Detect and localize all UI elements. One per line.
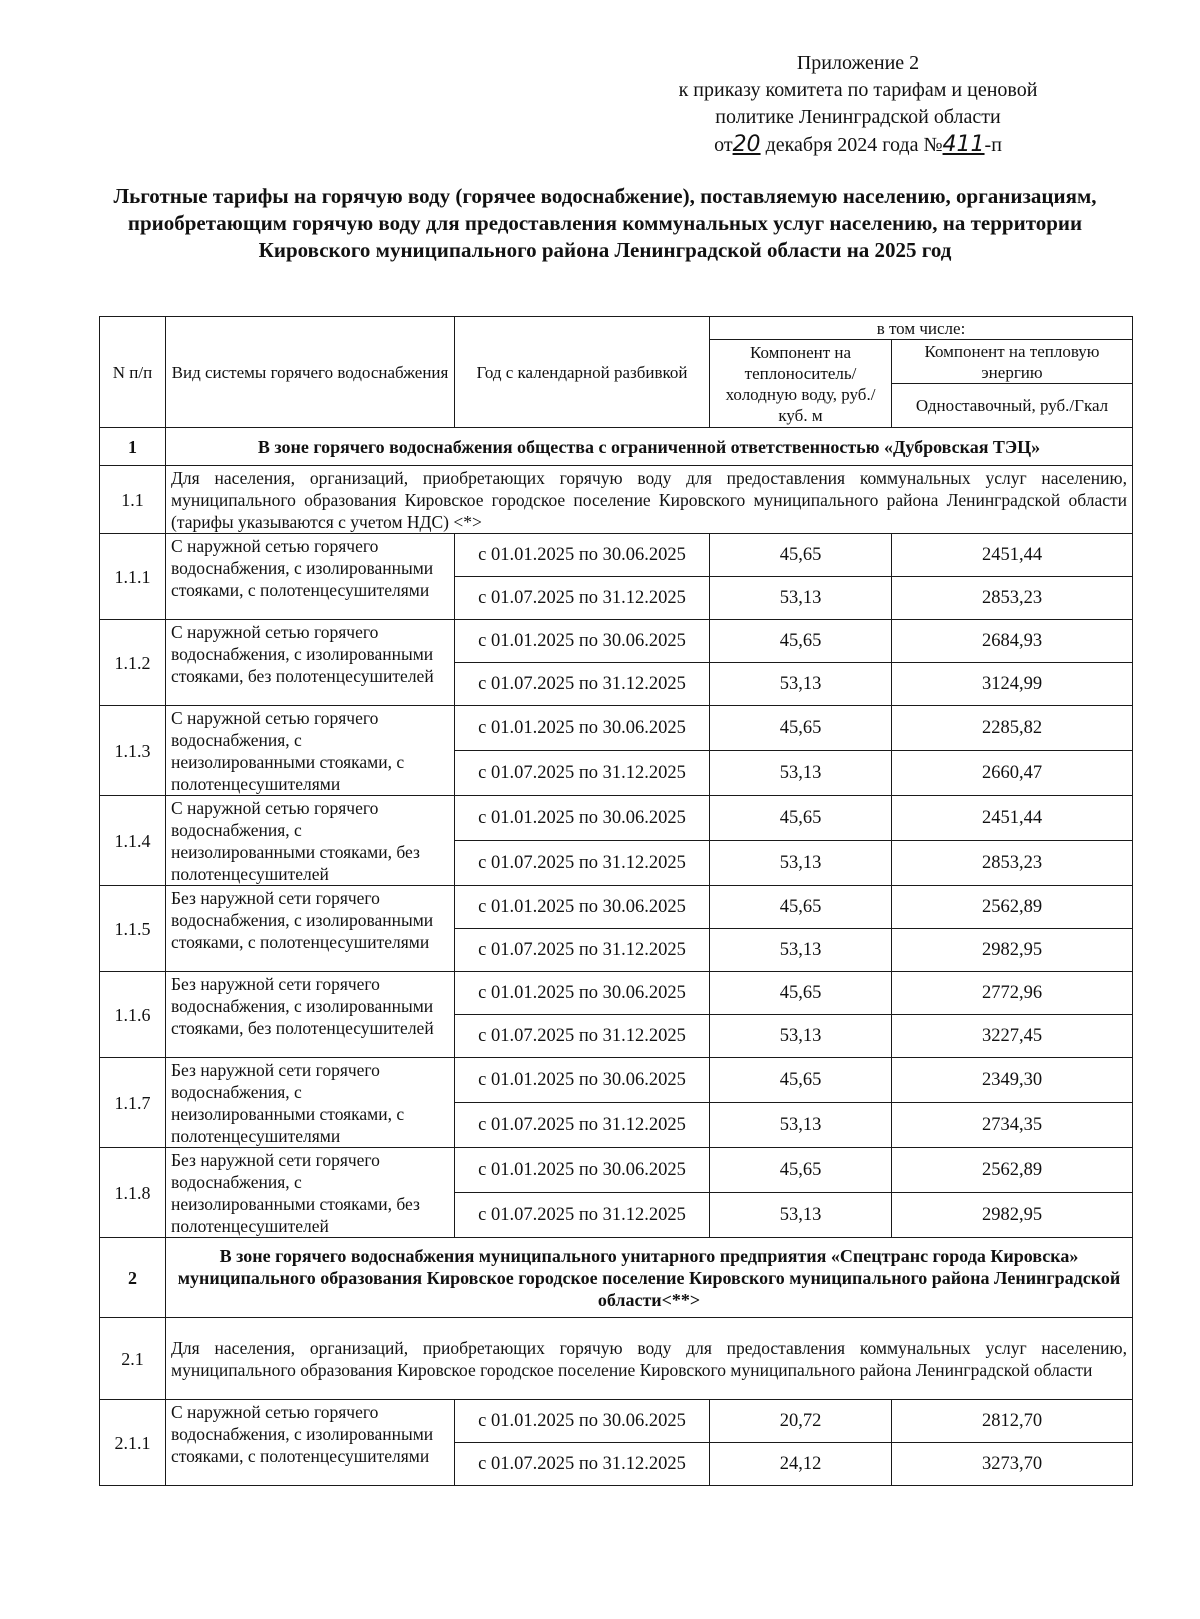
coolant-value: 53,13 [710, 929, 892, 972]
period-cell: с 01.07.2025 по 31.12.2025 [455, 1193, 710, 1238]
coolant-value: 45,65 [710, 886, 892, 929]
appendix-line1: Приложение 2 [796, 52, 920, 74]
section-row [100, 1238, 1133, 1318]
section-title: В зоне горячего водоснабжения муниципального унитарного предприятия «Спецтранс города Кировска» муниципального образования Кировское городское поселение Кировского муниципального района Ленинградской области<**> [166, 1238, 1133, 1318]
coolant-value: 53,13 [710, 1015, 892, 1058]
heat-value: 2451,44 [892, 796, 1133, 841]
table-row [100, 1058, 1133, 1103]
header-num: N п/п [100, 317, 166, 428]
header-component-heat-sub: Одноставочный, руб./Гкал [892, 384, 1133, 428]
heat-value: 2660,47 [892, 751, 1133, 796]
coolant-value: 53,13 [710, 841, 892, 886]
order-number-handwritten: 411 [942, 132, 985, 157]
heat-value: 2982,95 [892, 1193, 1133, 1238]
coolant-value: 45,65 [710, 1058, 892, 1103]
table-row [100, 534, 1133, 577]
coolant-value: 53,13 [710, 751, 892, 796]
period-cell: с 01.07.2025 по 31.12.2025 [455, 1015, 710, 1058]
heat-value: 2853,23 [892, 841, 1133, 886]
heat-value: 2734,35 [892, 1103, 1133, 1148]
row-description: Без наружной сети горячего водоснабжения, с неизолированными стояками, с полотенцесушителями [166, 1058, 455, 1148]
header-component-heat: Компонент на тепловую энергию [892, 340, 1133, 384]
appendix-header [638, 50, 1078, 159]
period-cell: с 01.01.2025 по 30.06.2025 [455, 620, 710, 663]
row-description: С наружной сетью горячего водоснабжения, с неизолированными стояками, с полотенцесушителями [166, 706, 455, 796]
row-number: 1.1.2 [100, 620, 166, 706]
order-suffix: -п [984, 134, 1002, 156]
section-title: В зоне горячего водоснабжения общества с ограниченной ответственностью «Дубровская ТЭЦ» [166, 428, 1133, 466]
table-row [100, 886, 1133, 929]
coolant-value: 53,13 [710, 577, 892, 620]
row-number: 1.1.8 [100, 1148, 166, 1238]
row-number: 1.1.6 [100, 972, 166, 1058]
coolant-value: 20,72 [710, 1400, 892, 1443]
heat-value: 2812,70 [892, 1400, 1133, 1443]
table-row [100, 1148, 1133, 1193]
heat-value: 3273,70 [892, 1443, 1133, 1486]
row-number: 2.1.1 [100, 1400, 166, 1486]
row-description: Без наружной сети горячего водоснабжения, с изолированными стояками, с полотенцесушителями [166, 886, 455, 972]
row-number: 1.1.5 [100, 886, 166, 972]
coolant-value: 24,12 [710, 1443, 892, 1486]
table-row [100, 972, 1133, 1015]
subsection-row [100, 1318, 1133, 1400]
subsection-number: 2.1 [100, 1318, 166, 1400]
heat-value: 2982,95 [892, 929, 1133, 972]
row-description: С наружной сетью горячего водоснабжения, с изолированными стояками, с полотенцесушителями [166, 1400, 455, 1486]
period-cell: с 01.07.2025 по 31.12.2025 [455, 1103, 710, 1148]
header-component-coolant: Компонент на теплоноситель/ холодную воду, руб./куб. м [710, 340, 892, 428]
heat-value: 2451,44 [892, 534, 1133, 577]
section-number: 1 [100, 428, 166, 466]
date-day-handwritten: 20 [732, 132, 761, 157]
row-number: 1.1.7 [100, 1058, 166, 1148]
subsection-row [100, 466, 1133, 534]
period-cell: с 01.01.2025 по 30.06.2025 [455, 706, 710, 751]
table-row [100, 620, 1133, 663]
coolant-value: 45,65 [710, 620, 892, 663]
coolant-value: 53,13 [710, 1193, 892, 1238]
coolant-value: 53,13 [710, 1103, 892, 1148]
period-cell: с 01.07.2025 по 31.12.2025 [455, 929, 710, 972]
heat-value: 3124,99 [892, 663, 1133, 706]
appendix-line2: к приказу комитета по тарифам и ценовой [678, 79, 1038, 101]
heat-value: 2349,30 [892, 1058, 1133, 1103]
period-cell: с 01.01.2025 по 30.06.2025 [455, 972, 710, 1015]
period-cell: с 01.07.2025 по 31.12.2025 [455, 1443, 710, 1486]
period-cell: с 01.01.2025 по 30.06.2025 [455, 1400, 710, 1443]
period-cell: с 01.07.2025 по 31.12.2025 [455, 577, 710, 620]
table-row [100, 706, 1133, 751]
period-cell: с 01.07.2025 по 31.12.2025 [455, 663, 710, 706]
period-cell: с 01.01.2025 по 30.06.2025 [455, 1148, 710, 1193]
row-number: 1.1.3 [100, 706, 166, 796]
coolant-value: 45,65 [710, 534, 892, 577]
heat-value: 2684,93 [892, 620, 1133, 663]
period-cell: с 01.01.2025 по 30.06.2025 [455, 534, 710, 577]
appendix-line3: политике Ленинградской области [715, 106, 1001, 128]
period-cell: с 01.07.2025 по 31.12.2025 [455, 751, 710, 796]
row-description: Без наружной сети горячего водоснабжения, с неизолированными стояками, без полотенцесушителей [166, 1148, 455, 1238]
heat-value: 2562,89 [892, 1148, 1133, 1193]
row-description: Без наружной сети горячего водоснабжения, с изолированными стояками, без полотенцесушителей [166, 972, 455, 1058]
period-cell: с 01.07.2025 по 31.12.2025 [455, 841, 710, 886]
period-cell: с 01.01.2025 по 30.06.2025 [455, 796, 710, 841]
table-row [100, 1400, 1133, 1443]
table-row [100, 796, 1133, 841]
header-including: в том числе: [710, 317, 1133, 340]
row-number: 1.1.4 [100, 796, 166, 886]
date-prefix: от [714, 134, 733, 156]
heat-value: 2772,96 [892, 972, 1133, 1015]
row-number: 1.1.1 [100, 534, 166, 620]
subsection-text: Для населения, организаций, приобретающих горячую воду для предоставления коммунальных услуг населению, муниципального образования Кировское городское поселение Кировского муниципального района Ленинградской области [166, 1318, 1133, 1400]
heat-value: 2562,89 [892, 886, 1133, 929]
document-title: Льготные тарифы на горячую воду (горячее водоснабжение), поставляемую населению, организациям, приобретающим горячую воду для предоставления коммунальных услуг населению, на территории Кировского муниципального района Ленинградской области на 2025 год [113, 184, 1097, 262]
subsection-number: 1.1 [100, 466, 166, 534]
period-cell: с 01.01.2025 по 30.06.2025 [455, 886, 710, 929]
heat-value: 3227,45 [892, 1015, 1133, 1058]
date-rest: декабря 2024 года № [765, 134, 943, 156]
header-year: Год с календарной разбивкой [455, 317, 710, 428]
header-system: Вид системы горячего водоснабжения [166, 317, 455, 428]
row-description: С наружной сетью горячего водоснабжения, с неизолированными стояками, без полотенцесушителей [166, 796, 455, 886]
heat-value: 2853,23 [892, 577, 1133, 620]
coolant-value: 45,65 [710, 1148, 892, 1193]
subsection-text: Для населения, организаций, приобретающих горячую воду для предоставления коммунальных услуг населению, муниципального образования Кировское городское поселение Кировского муниципального района Ленинградской области (тарифы указываются с учетом НДС) <*> [166, 466, 1133, 534]
row-description: С наружной сетью горячего водоснабжения, с изолированными стояками, без полотенцесушителей [166, 620, 455, 706]
coolant-value: 45,65 [710, 796, 892, 841]
section-number: 2 [100, 1238, 166, 1318]
appendix-date-line [638, 131, 1078, 159]
coolant-value: 53,13 [710, 663, 892, 706]
heat-value: 2285,82 [892, 706, 1133, 751]
section-row [100, 428, 1133, 466]
tariff-table [99, 316, 1133, 1486]
row-description: С наружной сетью горячего водоснабжения, с изолированными стояками, с полотенцесушителями [166, 534, 455, 620]
coolant-value: 45,65 [710, 972, 892, 1015]
period-cell: с 01.01.2025 по 30.06.2025 [455, 1058, 710, 1103]
header-row [100, 317, 1133, 340]
coolant-value: 45,65 [710, 706, 892, 751]
